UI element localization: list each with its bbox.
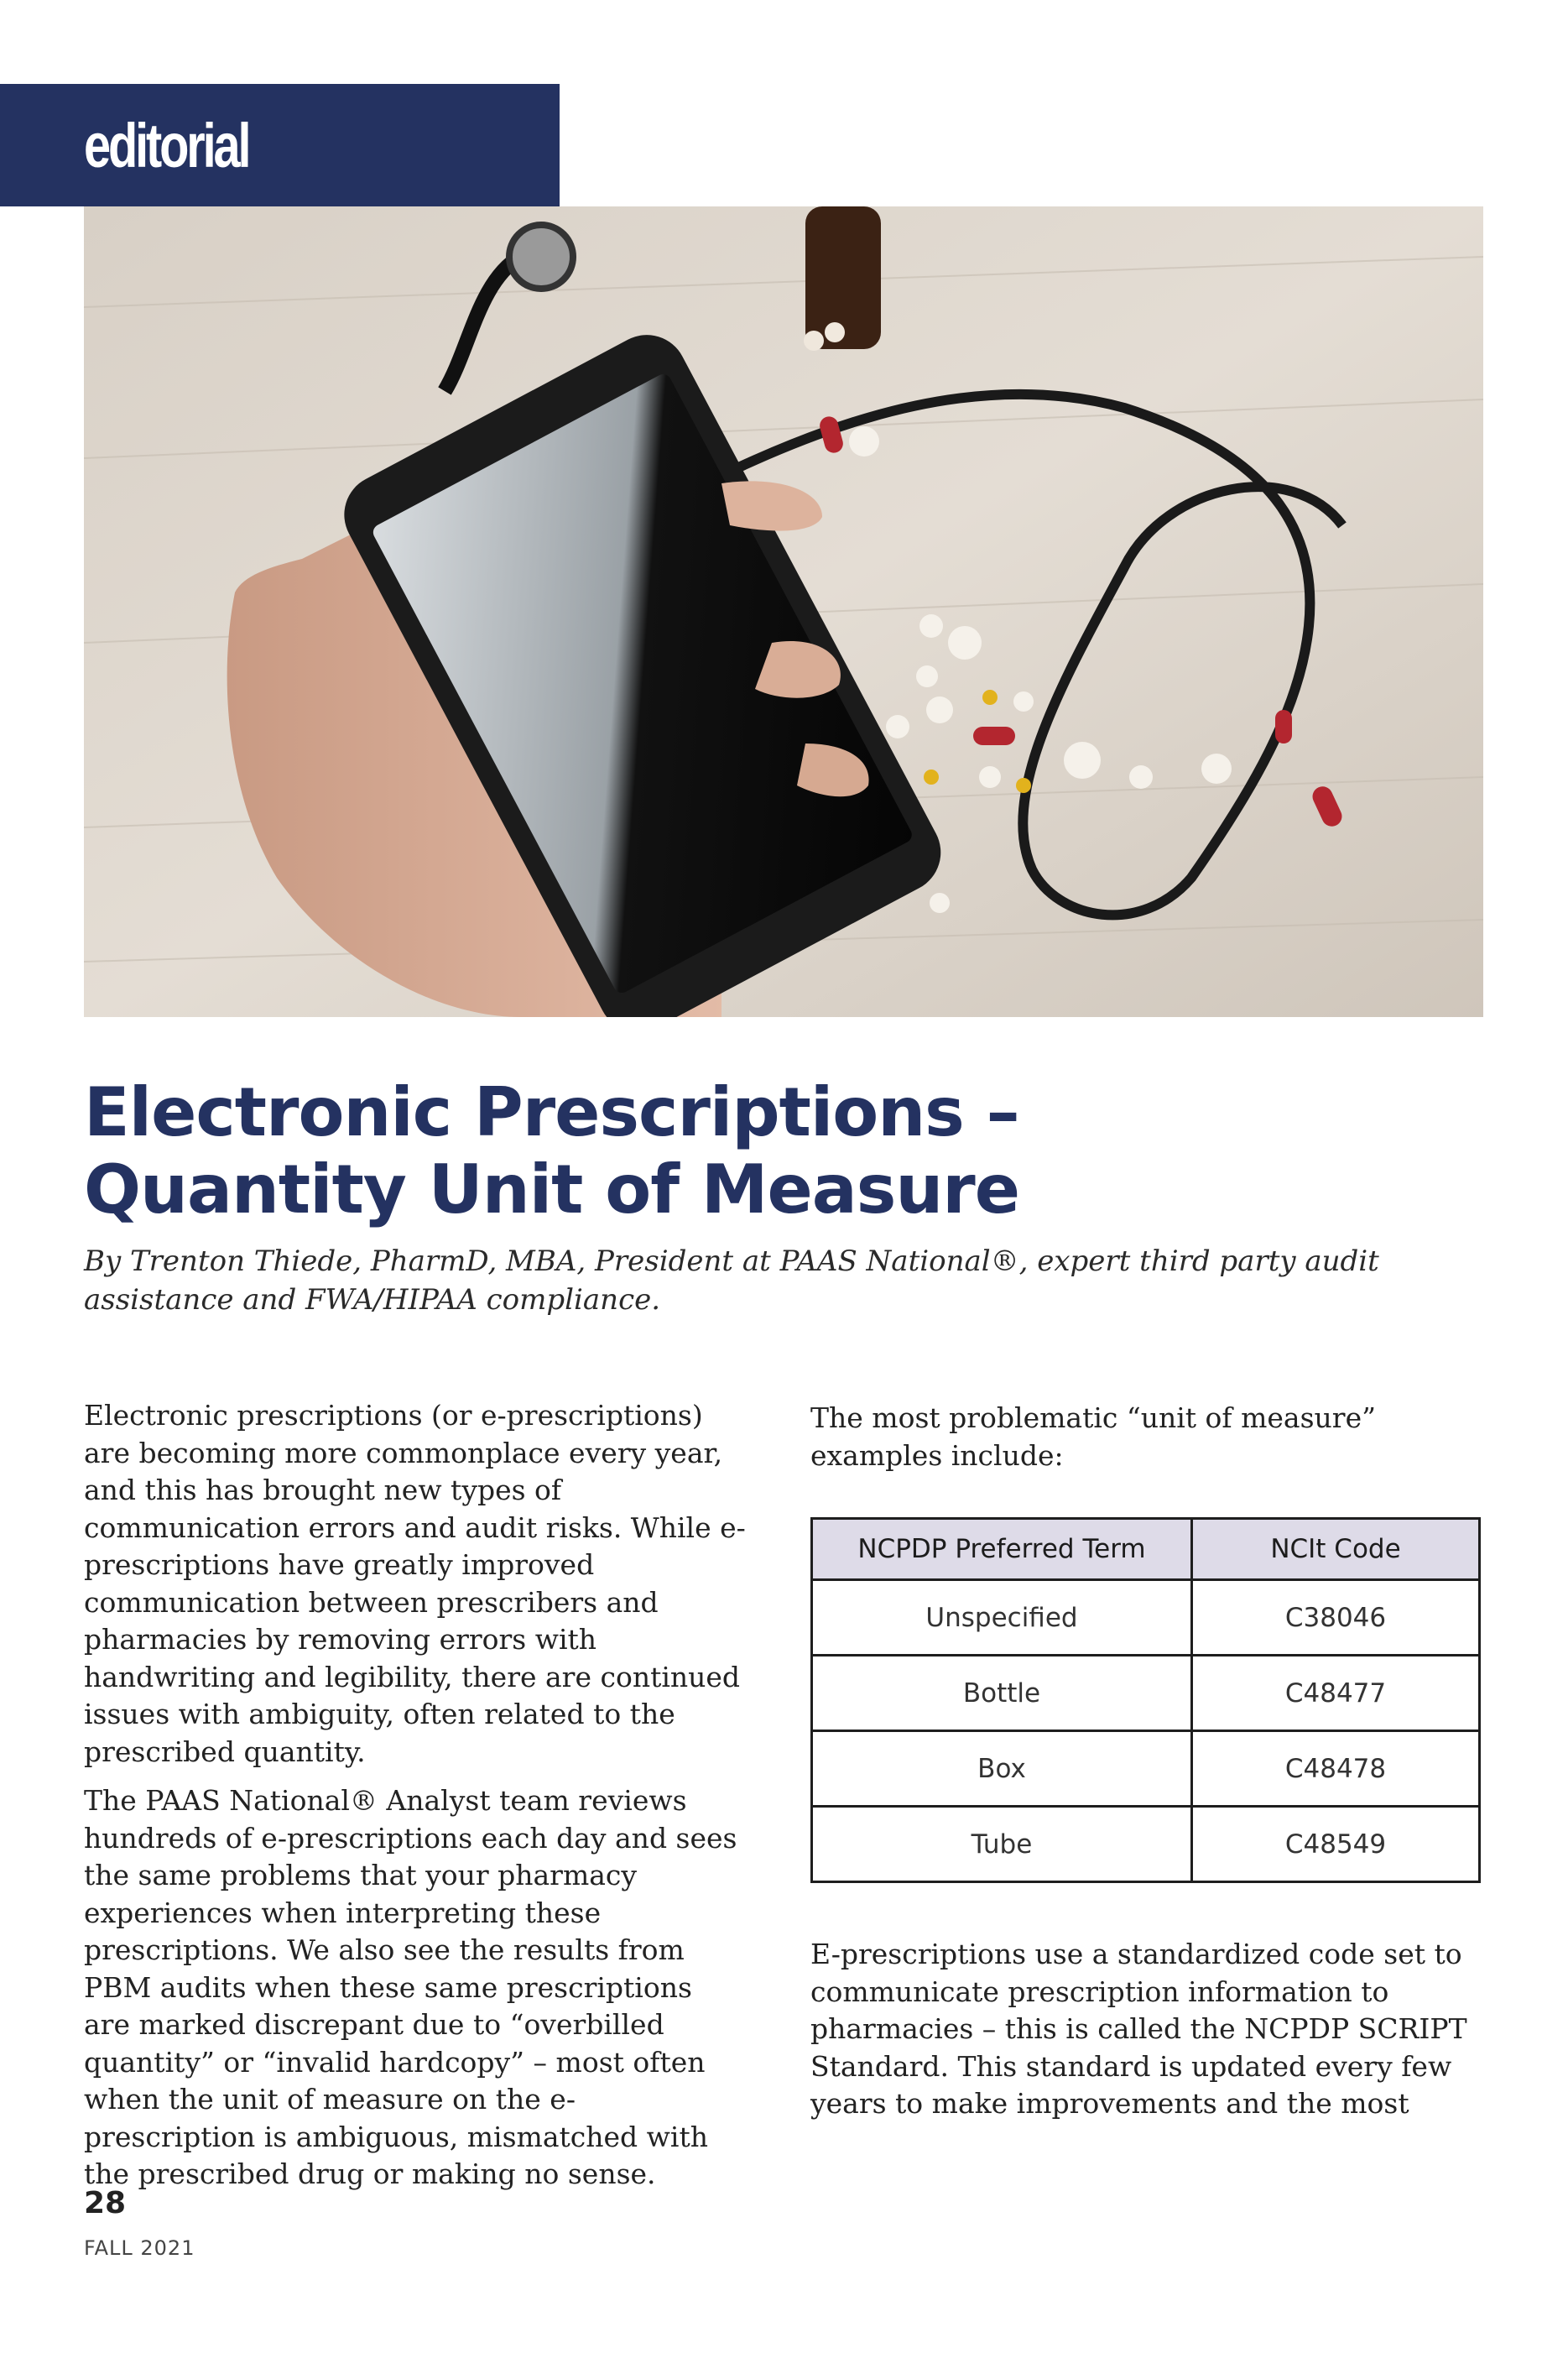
page-number: 28 <box>84 2186 127 2220</box>
table-intro-paragraph: The most problematic “unit of measure” examples include: <box>810 1401 1376 1472</box>
issue-label: FALL 2021 <box>84 2236 195 2260</box>
table-row <box>812 1807 1480 1882</box>
article-title-line1: Electronic Prescriptions – <box>84 1073 1019 1151</box>
table-row <box>812 1731 1480 1807</box>
unit-of-measure-table <box>810 1517 1481 1883</box>
ncit-code-cell: C38046 <box>1192 1580 1480 1656</box>
article-title-line2: Quantity Unit of Measure <box>84 1150 1019 1229</box>
table-row <box>812 1656 1480 1731</box>
hero-image <box>84 206 1483 1017</box>
left-column <box>84 1397 747 2205</box>
table-header-row <box>812 1519 1480 1580</box>
section-banner <box>0 84 560 206</box>
preferred-term-cell: Box <box>812 1731 1192 1807</box>
body-paragraph-2: The PAAS National® Analyst team reviews hundreds of e-prescriptions each day and sees the same problems that your pharmacy experiences when interpreting these prescriptions. We also see the results from PBM audits when these same prescriptions are marked discrepant due to “overbilled quantity” or “invalid hardcopy” – most often when the unit of measure on the e-prescription is ambiguous, mismatched with the prescribed drug or making no sense. <box>84 1784 737 2190</box>
article-byline: By Trenton Thiede, PharmD, MBA, President at PAAS National®, expert third party audit assistance and FWA/HIPAA compliance. <box>84 1244 1379 1317</box>
preferred-term-cell: Tube <box>812 1807 1192 1882</box>
body-paragraph-3: E-prescriptions use a standardized code set to communicate prescription information to pharmacies – this is called the NCPDP SCRIPT Standard. This standard is updated every few years to make improvements and the most <box>810 1938 1467 2120</box>
ncit-code-cell: C48477 <box>1192 1656 1480 1731</box>
column-header-preferred-term: NCPDP Preferred Term <box>812 1519 1192 1580</box>
preferred-term-cell: Bottle <box>812 1656 1192 1731</box>
right-column-intro <box>810 1400 1482 1474</box>
preferred-term-cell: Unspecified <box>812 1580 1192 1656</box>
table-row <box>812 1580 1480 1656</box>
ncit-code-cell: C48478 <box>1192 1731 1480 1807</box>
section-label: editorial <box>84 110 249 180</box>
article-title <box>84 1074 1426 1229</box>
ncit-code-cell: C48549 <box>1192 1807 1480 1882</box>
column-header-ncit-code: NCIt Code <box>1192 1519 1480 1580</box>
body-paragraph-1: Electronic prescriptions (or e-prescriptions) are becoming more commonplace every year, and this has brought new types of communication errors and audit risks. While e-prescriptions have greatly improved communication between prescribers and pharmacies by removing errors with handwriting and legibility, there are continued issues with ambiguity, often related to the prescribed quantity. <box>84 1399 746 1768</box>
